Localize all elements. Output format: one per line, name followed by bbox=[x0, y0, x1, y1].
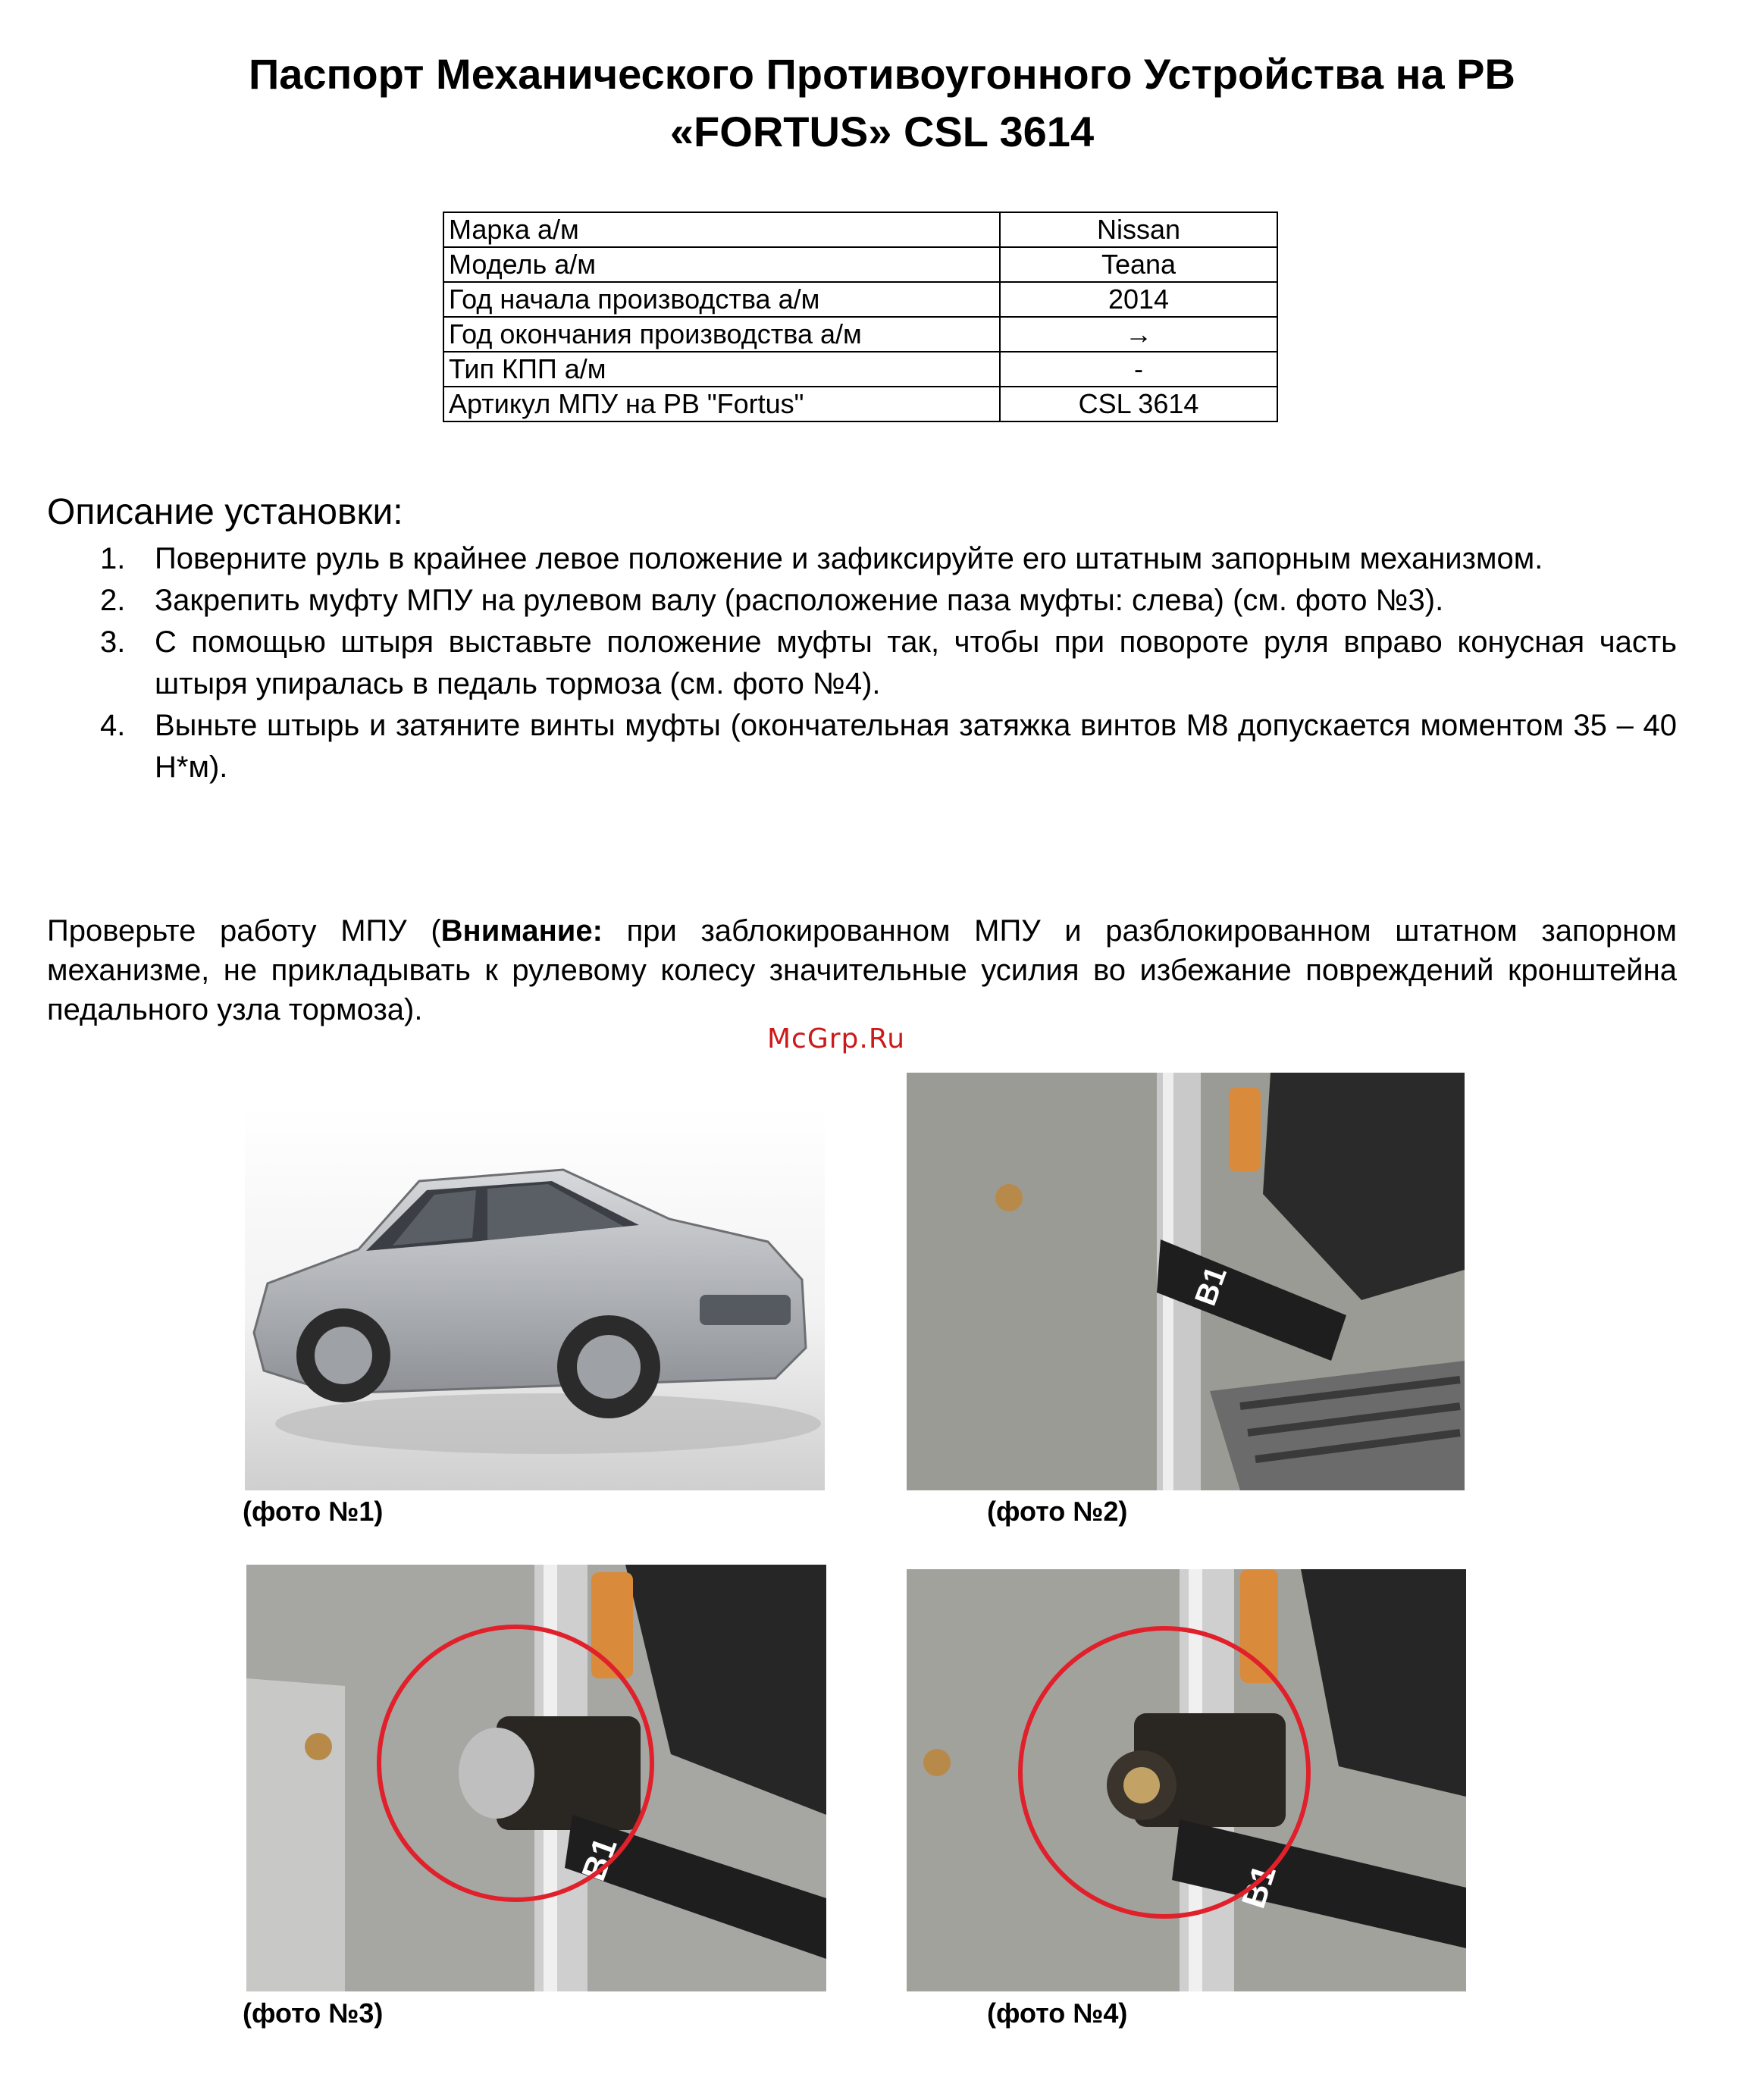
spec-key: Артикул МПУ на РВ "Fortus" bbox=[443, 387, 1000, 421]
part-badge: B1 bbox=[1189, 1261, 1233, 1311]
table-row bbox=[443, 212, 1277, 247]
step-text: Поверните руль в крайнее левое положение и зафиксируйте его штатным запорным механизмом. bbox=[155, 542, 1543, 575]
step-number: 4. bbox=[100, 709, 126, 742]
part-badge: B1 bbox=[575, 1832, 625, 1886]
document-title bbox=[0, 45, 1764, 161]
warning-label: Внимание: bbox=[440, 914, 603, 948]
install-steps bbox=[47, 538, 1677, 788]
check-text-after: при заблокированном МПУ и разблокированном штатном запорном механизме, не прикладывать к рулевому колесу значительные усилия во избежание повреждений кронштейна педального узла тормоза). bbox=[47, 914, 1678, 1026]
spec-value: 2014 bbox=[1000, 282, 1277, 317]
list-item bbox=[47, 580, 1677, 622]
check-text-before: Проверьте работу МПУ ( bbox=[47, 914, 441, 948]
photo-caption-3: (фото №3) bbox=[243, 1998, 384, 2029]
photo-4-pin bbox=[907, 1569, 1466, 1991]
photo-1-car bbox=[245, 1105, 825, 1490]
spec-key: Год начала производства а/м bbox=[443, 282, 1000, 317]
check-paragraph bbox=[47, 911, 1677, 1029]
photo-caption-2: (фото №2) bbox=[987, 1496, 1128, 1527]
spec-value: - bbox=[1000, 352, 1277, 387]
list-item bbox=[47, 622, 1677, 705]
car-illustration bbox=[245, 1105, 825, 1490]
step-number: 1. bbox=[100, 542, 126, 575]
photo-3-coupling bbox=[246, 1565, 826, 1991]
step-number: 3. bbox=[100, 625, 126, 659]
photo-caption-1: (фото №1) bbox=[243, 1496, 384, 1527]
photo-2-pedal-area bbox=[907, 1073, 1465, 1490]
step-text: Закрепить муфту МПУ на рулевом валу (расположение паза муфты: слева) (см. фото №3). bbox=[155, 584, 1444, 617]
table-row bbox=[443, 247, 1277, 282]
spec-table bbox=[443, 212, 1278, 422]
table-row bbox=[443, 317, 1277, 352]
pin-illustration bbox=[907, 1569, 1466, 1991]
table-row bbox=[443, 387, 1277, 421]
spec-key: Марка а/м bbox=[443, 212, 1000, 247]
install-heading: Описание установки: bbox=[47, 492, 403, 532]
photo-caption-4: (фото №4) bbox=[987, 1998, 1128, 2029]
spec-value: → bbox=[1000, 317, 1277, 352]
title-line-1: Паспорт Механического Противоугонного Устройства на РВ bbox=[249, 50, 1515, 98]
step-number: 2. bbox=[100, 584, 126, 617]
title-line-2: «FORTUS» CSL 3614 bbox=[669, 108, 1095, 155]
list-item bbox=[47, 705, 1677, 788]
list-item bbox=[47, 538, 1677, 580]
spec-key: Год окончания производства а/м bbox=[443, 317, 1000, 352]
part-badge: B1 bbox=[1234, 1860, 1283, 1913]
table-row bbox=[443, 282, 1277, 317]
pedal-area-illustration bbox=[907, 1073, 1465, 1490]
step-text: Выньте штырь и затяните винты муфты (окончательная затяжка винтов М8 допускается моментом 35 – 40 Н*м). bbox=[155, 709, 1677, 784]
coupling-illustration bbox=[246, 1565, 826, 1991]
spec-value: Teana bbox=[1000, 247, 1277, 282]
watermark: McGrp.Ru bbox=[767, 1023, 906, 1054]
spec-value: Nissan bbox=[1000, 212, 1277, 247]
step-text: С помощью штыря выставьте положение муфты так, чтобы при повороте руля вправо конусная часть штыря упиралась в педаль тормоза (см. фото №4). bbox=[155, 625, 1677, 700]
spec-key: Модель а/м bbox=[443, 247, 1000, 282]
table-row bbox=[443, 352, 1277, 387]
spec-value: CSL 3614 bbox=[1000, 387, 1277, 421]
spec-key: Тип КПП а/м bbox=[443, 352, 1000, 387]
